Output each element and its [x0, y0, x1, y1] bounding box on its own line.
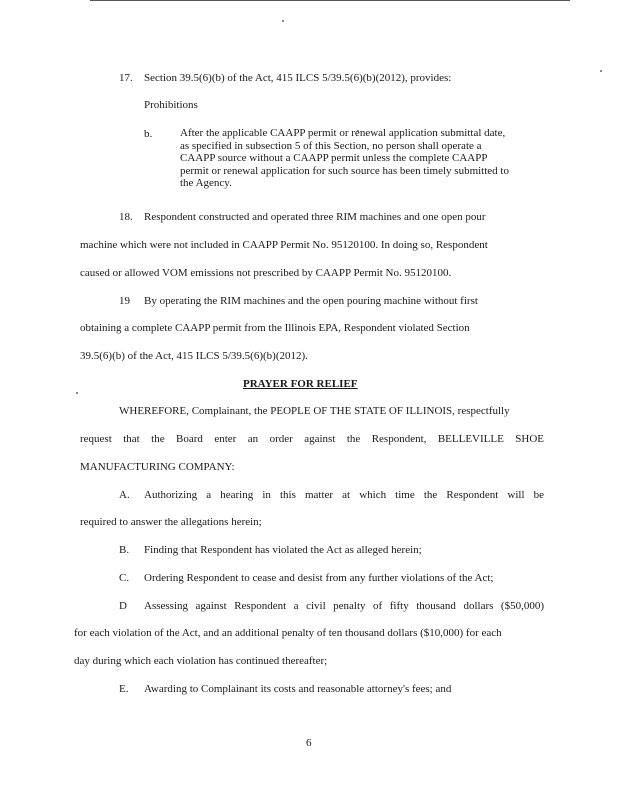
relief-item-letter: D: [119, 600, 127, 612]
paragraph-18-line: machine which were not included in CAAPP Permit No. 95120100. In doing so, Respondent: [80, 239, 488, 251]
relief-item-letter: A.: [119, 489, 130, 501]
scan-edge-line: [90, 0, 570, 1]
item-line: permit or renewal application for such source has been timely submitted to: [180, 164, 509, 177]
paragraph-17-text: Section 39.5(6)(b) of the Act, 415 ILCS 5/39.5(6)(b)(2012), provides:: [144, 72, 452, 84]
paragraph-18-line: Respondent constructed and operated three RIM machines and one open pour: [144, 211, 486, 223]
relief-item-line: Authorizing a hearing in this matter at which time the Respondent will be: [144, 489, 544, 501]
relief-item-letter: B.: [119, 544, 130, 556]
scan-speck: [76, 392, 78, 394]
paragraph-19-line: 39.5(6)(b) of the Act, 415 ILCS 5/39.5(6)(b)(2012).: [80, 350, 308, 362]
item-line: as specified in subsection 5 of this Section, no person shall operate a: [180, 139, 482, 152]
paragraph-19-line: obtaining a complete CAAPP permit from the Illinois EPA, Respondent violated Section: [80, 322, 470, 334]
paragraph-17-number: 17.: [119, 72, 133, 84]
relief-item-line: required to answer the allegations herein;: [80, 516, 262, 528]
relief-item-line: Finding that Respondent has violated the Act as alleged herein;: [144, 544, 422, 556]
prayer-line: WHEREFORE, Complainant, the PEOPLE OF THE STATE OF ILLINOIS, respectfully: [119, 405, 510, 417]
relief-item-line: Assessing against Respondent a civil penalty of fifty thousand dollars ($50,000): [144, 600, 544, 612]
prayer-heading: PRAYER FOR RELIEF: [243, 378, 358, 390]
paragraph-18-number: 18.: [119, 211, 133, 223]
scan-speck: [600, 70, 602, 72]
relief-item-letter: C.: [119, 572, 130, 584]
relief-item-line: Ordering Respondent to cease and desist from any further violations of the Act;: [144, 572, 494, 584]
relief-item-letter: E.: [119, 683, 129, 695]
page-number: 6: [306, 737, 312, 749]
relief-item-line: day during which each violation has continued thereafter;: [74, 655, 328, 667]
prayer-line: request that the Board enter an order against the Respondent, BELLEVILLE SHOE: [80, 433, 544, 445]
paragraph-18-line: caused or allowed VOM emissions not prescribed by CAAPP Permit No. 95120100.: [80, 267, 452, 279]
prayer-line: MANUFACTURING COMPANY:: [80, 461, 235, 473]
paragraph-19-number: 19: [119, 295, 130, 307]
item-line: CAAPP source without a CAAPP permit unless the complete CAAPP: [180, 152, 488, 164]
item-line: After the applicable CAAPP permit or renewal application submittal date,: [180, 127, 506, 139]
relief-item-line: Awarding to Complainant its costs and reasonable attorney's fees; and: [144, 683, 452, 695]
relief-item-line: for each violation of the Act, and an additional penalty of ten thousand dollars ($10,000) for each: [74, 627, 502, 639]
paragraph-19-line: By operating the RIM machines and the open pouring machine without first: [144, 295, 478, 307]
scan-speck: [282, 20, 284, 22]
paragraph-17-subheading: Prohibitions: [144, 99, 198, 111]
paragraph-17-item-letter: b.: [144, 128, 153, 140]
item-line: the Agency.: [180, 177, 232, 189]
paragraph-17-item-text: [180, 127, 545, 190]
